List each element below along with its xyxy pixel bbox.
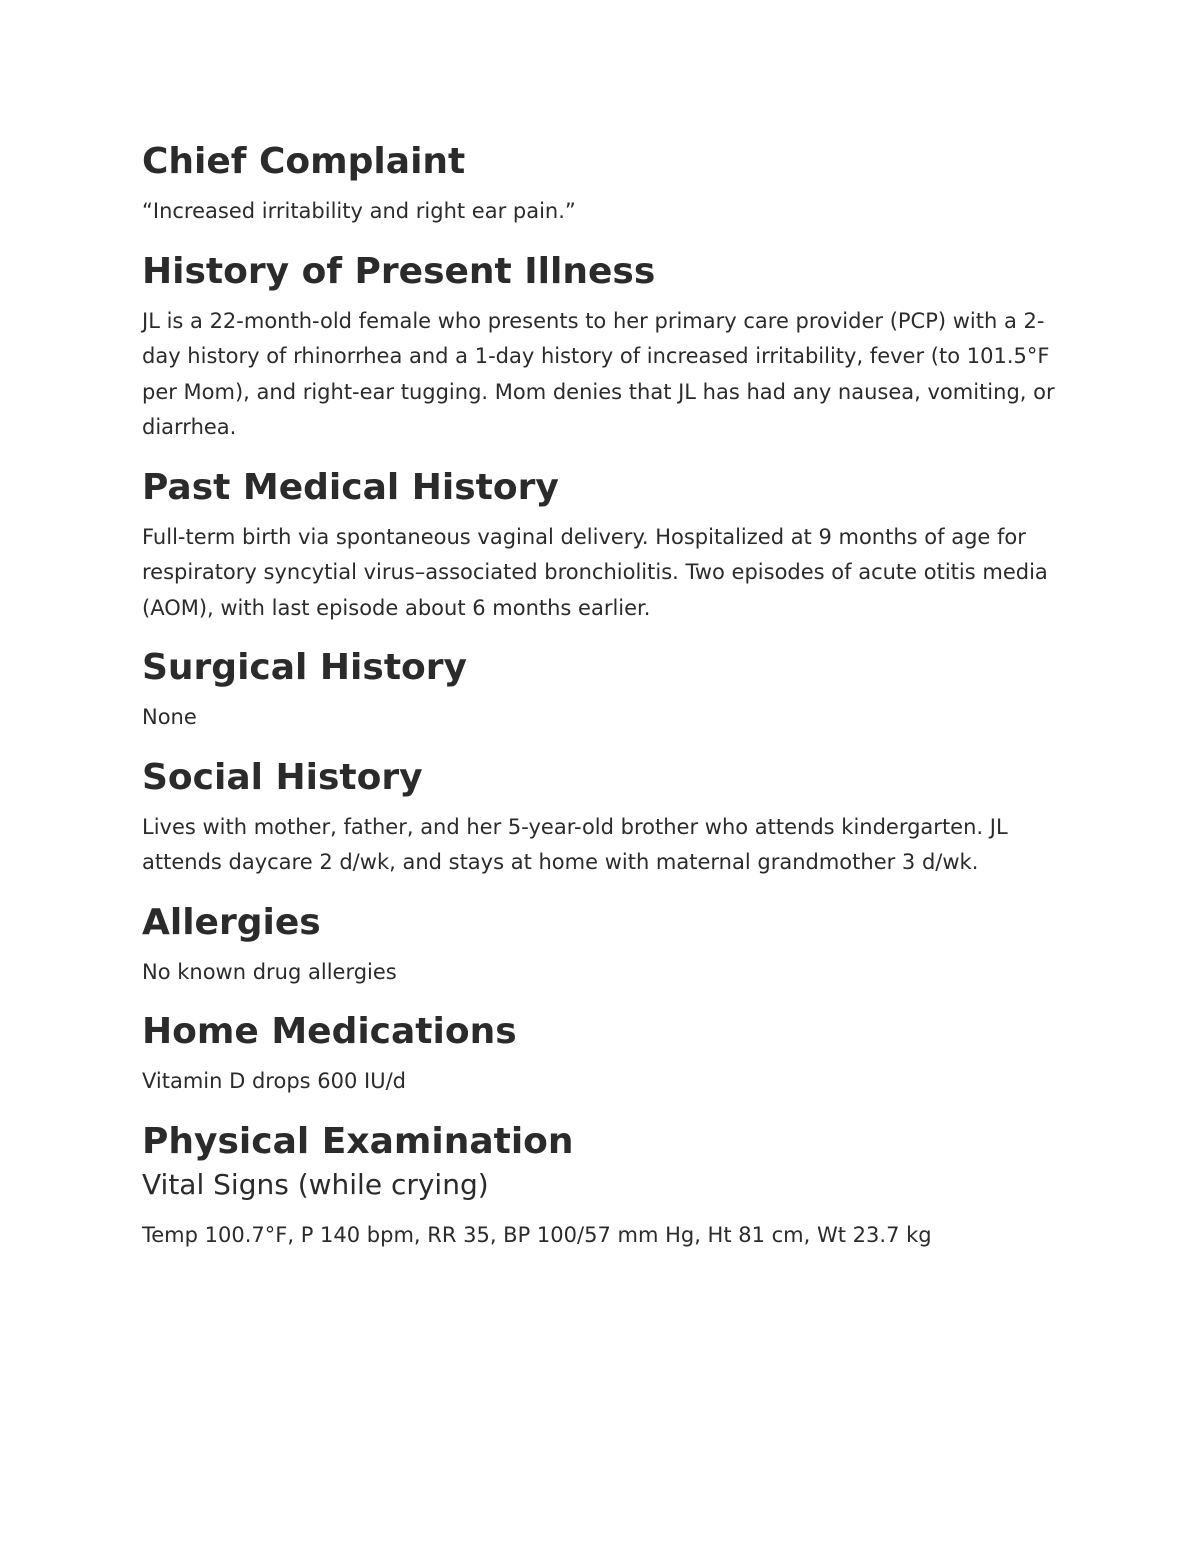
section-past-medical-history (142, 464, 1082, 627)
section-surgical-history (142, 644, 1082, 736)
section-body: JL is a 22-month-old female who presents to her primary care provider (PCP) with a 2-day history of rhinorrhea and a 1-day history of increased irritability, fever (to 101.5°F per Mom), and right-ear tugging. Mom denies that JL has had any nausea, vomiting, or diarrhea. (142, 308, 1055, 439)
section-heading: Allergies (142, 901, 321, 943)
section-body: None (142, 705, 197, 729)
section-body: “Increased irritability and right ear pain.” (142, 199, 576, 223)
section-body: Vitamin D drops 600 IU/d (142, 1069, 406, 1093)
section-heading: Chief Complaint (142, 141, 466, 182)
section-heading: Home Medications (142, 1011, 517, 1052)
section-heading: Past Medical History (142, 466, 559, 508)
section-body: No known drug allergies (142, 959, 397, 984)
section-body: Full-term birth via spontaneous vaginal delivery. Hospitalized at 9 months of age for respiratory syncytial virus–associated bronchiolitis. Two episodes of acute otitis media (AOM), with last episode about 6 months earlier. (142, 524, 1048, 620)
section-history-of-present-illness (142, 248, 1082, 446)
section-home-medications (142, 1008, 1082, 1100)
section-heading: Physical Examination (142, 1120, 574, 1162)
vital-signs-text: Temp 100.7°F, P 140 bpm, RR 35, BP 100/57 mm Hg, Ht 81 cm, Wt 23.7 kg (142, 1222, 932, 1247)
section-physical-examination (142, 1118, 1082, 1254)
section-heading: History of Present Illness (142, 250, 656, 292)
section-allergies (142, 899, 1082, 991)
document-page (142, 138, 1082, 1271)
section-heading: Surgical History (142, 647, 467, 688)
vital-signs-subheading: Vital Signs (while crying) (142, 1167, 489, 1201)
section-heading: Social History (142, 756, 423, 798)
section-body: Lives with mother, father, and her 5-year-old brother who attends kindergarten. JL attends daycare 2 d/wk, and stays at home with maternal grandmother 3 d/wk. (142, 814, 1008, 874)
section-chief-complaint (142, 138, 1082, 230)
section-social-history (142, 754, 1082, 881)
